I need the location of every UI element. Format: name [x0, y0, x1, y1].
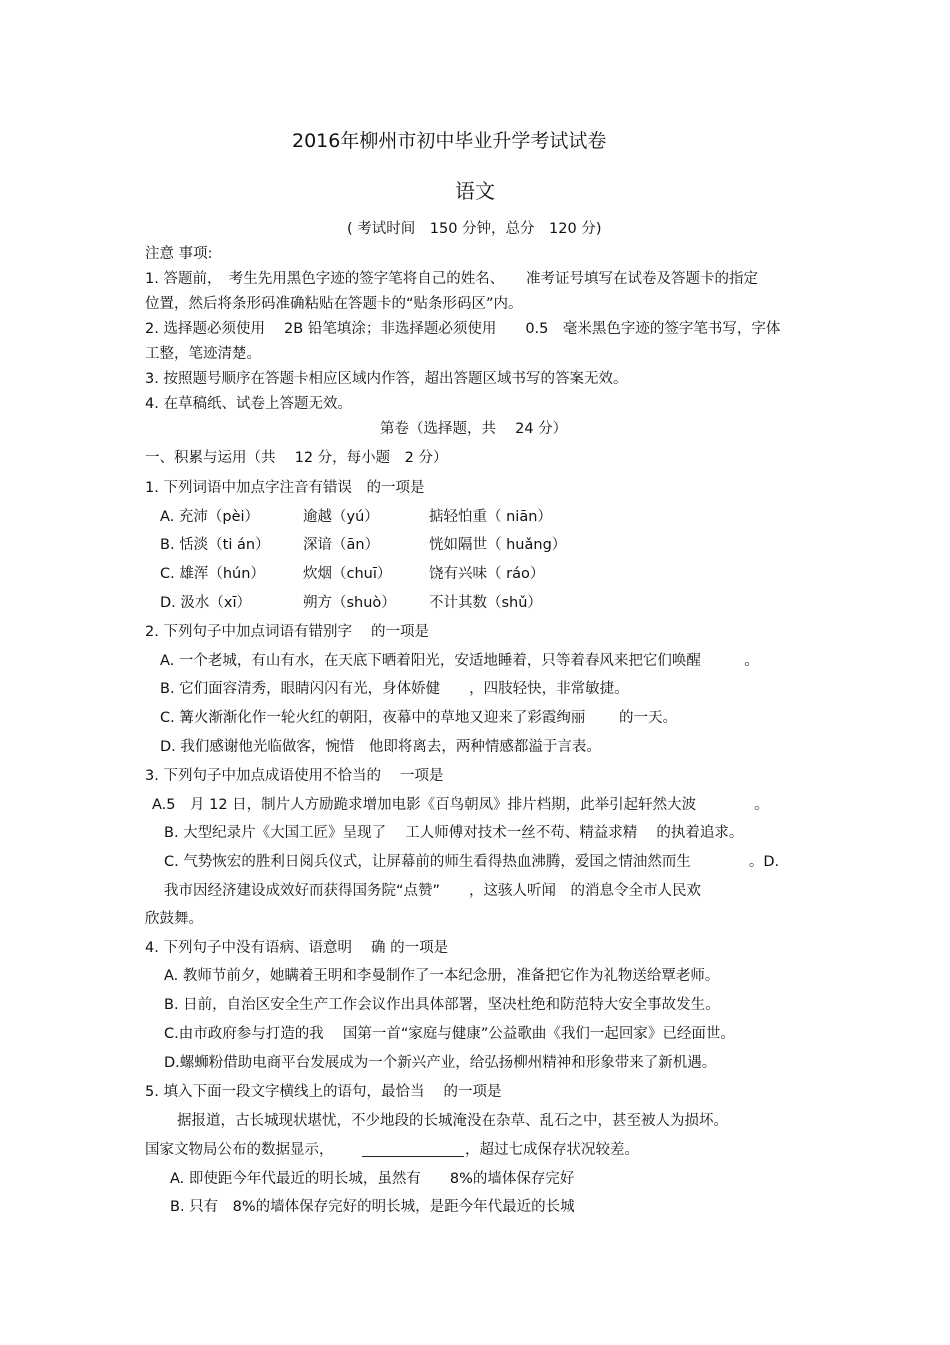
q4-stem: 4. 下列句子中没有语病、语意明 确 的一项是: [145, 940, 449, 956]
notice-item-2a: 2. 选择题必须使用 2B 铅笔填涂；非选择题必须使用 0.5 毫米黑色字迹的签字笔书写，字体: [145, 321, 781, 337]
q1-option-b1: B. 恬淡（ti án）: [160, 537, 270, 553]
section-heading: 一、积累与运用（共 12 分，每小题 2 分）: [145, 450, 448, 466]
q1-option-c3: 饶有兴味（ ráo）: [429, 566, 545, 582]
q3-stem: 3. 下列句子中加点成语使用不恰当的 一项是: [145, 768, 444, 784]
exam-title: 2016年柳州市初中毕业升学考试试卷: [292, 130, 607, 152]
notice-heading: 注意 事项:: [145, 246, 213, 262]
q2-stem: 2. 下列句子中加点词语有错别字 的一项是: [145, 624, 430, 640]
q4-option-d: D.螺蛳粉借助电商平台发展成为一个新兴产业，给弘扬柳州精神和形象带来了新机遇。: [164, 1055, 717, 1071]
q2-option-b: B. 它们面容清秀，眼睛闪闪有光，身体娇健 ，四肢轻快，非常敏捷。: [160, 681, 629, 697]
q3-option-b: B. 大型纪录片《大国工匠》呈现了 工人师傅对技术一丝不苟、精益求精 的执着追求。: [164, 825, 744, 841]
q5-passage-line2-end: ，超过七成保存状况较差。: [465, 1142, 639, 1158]
exam-time-info: ( 考试时间 150 分钟，总分 120 分): [347, 221, 602, 237]
q1-option-a1: A. 充沛（pèi）: [160, 509, 260, 525]
q1-stem: 1. 下列词语中加点字注音有错误 的一项是: [145, 480, 425, 496]
q1-option-d2: 朔方（shuò）: [303, 595, 396, 611]
notice-item-1b: 位置，然后将条形码准确粘贴在答题卡的“贴条形码区”内。: [145, 296, 523, 312]
part-title: 第卷（选择题，共 24 分）: [380, 421, 568, 437]
q1-option-a2: 逾越（yú）: [303, 509, 379, 525]
q5-passage-line2-start: 国家文物局公布的数据显示，: [145, 1142, 334, 1158]
fill-in-blank: [362, 1156, 464, 1157]
q5-passage-line1: 据报道，古长城现状堪忧，不少地段的长城淹没在杂草、乱石之中，甚至被人为损坏。: [177, 1113, 728, 1129]
subject-title: 语文: [455, 179, 495, 203]
q1-option-a3: 掂轻怕重（ niān）: [429, 509, 552, 525]
q1-option-c2: 炊烟（chuī）: [303, 566, 392, 582]
q3-option-a: A.5 月 12 日，制片人方励跪求增加电影《百鸟朝凤》排片档期，此举引起轩然大波 。: [152, 797, 769, 813]
q3-option-d-line1: 我市因经济建设成效好而获得国务院“点赞” ，这骇人听闻 的消息令全市人民欢: [164, 883, 702, 899]
q4-option-b: B. 日前，自治区安全生产工作会议作出具体部署，坚决杜绝和防范特大安全事故发生。: [164, 997, 720, 1013]
q5-stem: 5. 填入下面一段文字横线上的语句，最恰当 的一项是: [145, 1084, 502, 1100]
q1-option-c1: C. 雄浑（hún）: [160, 566, 265, 582]
q4-option-c: C.由市政府参与打造的我 国第一首“家庭与健康”公益歌曲《我们一起回家》已经面世。: [164, 1026, 735, 1042]
q1-option-d3: 不计其数（shǔ）: [429, 595, 542, 611]
q2-option-c: C. 篝火渐渐化作一轮火红的朝阳，夜幕中的草地又迎来了彩霞绚丽 的一天。: [160, 710, 677, 726]
q5-option-a: A. 即使距今年代最近的明长城，虽然有 8%的墙体保存完好: [170, 1171, 575, 1187]
q2-option-a: A. 一个老城，有山有水，在天底下晒着阳光，安适地睡着，只等着春风来把它们唤醒 。: [160, 653, 759, 669]
q1-option-b2: 深谙（ān）: [303, 537, 380, 553]
q3-option-d-line2: 欣鼓舞。: [145, 911, 203, 927]
q1-option-b3: 恍如隔世（ huǎng）: [429, 537, 567, 553]
notice-item-1a: 1. 答题前， 考生先用黑色字迹的签字笔将自己的姓名、 准考证号填写在试卷及答题卡的指定: [145, 271, 758, 287]
notice-item-3: 3. 按照题号顺序在答题卡相应区域内作答，超出答题区域书写的答案无效。: [145, 371, 628, 387]
q2-option-d: D. 我们感谢他光临做客，惋惜 他即将离去，两种情感都溢于言表。: [160, 739, 601, 755]
notice-item-4: 4. 在草稿纸、试卷上答题无效。: [145, 396, 352, 412]
q4-option-a: A. 教师节前夕，她瞒着王明和李曼制作了一本纪念册，准备把它作为礼物送给覃老师。: [164, 968, 720, 984]
notice-item-2b: 工整，笔迹清楚。: [145, 346, 261, 362]
q5-option-b: B. 只有 8%的墙体保存完好的明长城，是距今年代最近的长城: [170, 1199, 575, 1215]
q3-option-c: C. 气势恢宏的胜利日阅兵仪式，让屏幕前的师生看得热血沸腾，爱国之情油然而生 。D.: [164, 854, 780, 870]
q1-option-d1: D. 汲水（xī）: [160, 595, 251, 611]
